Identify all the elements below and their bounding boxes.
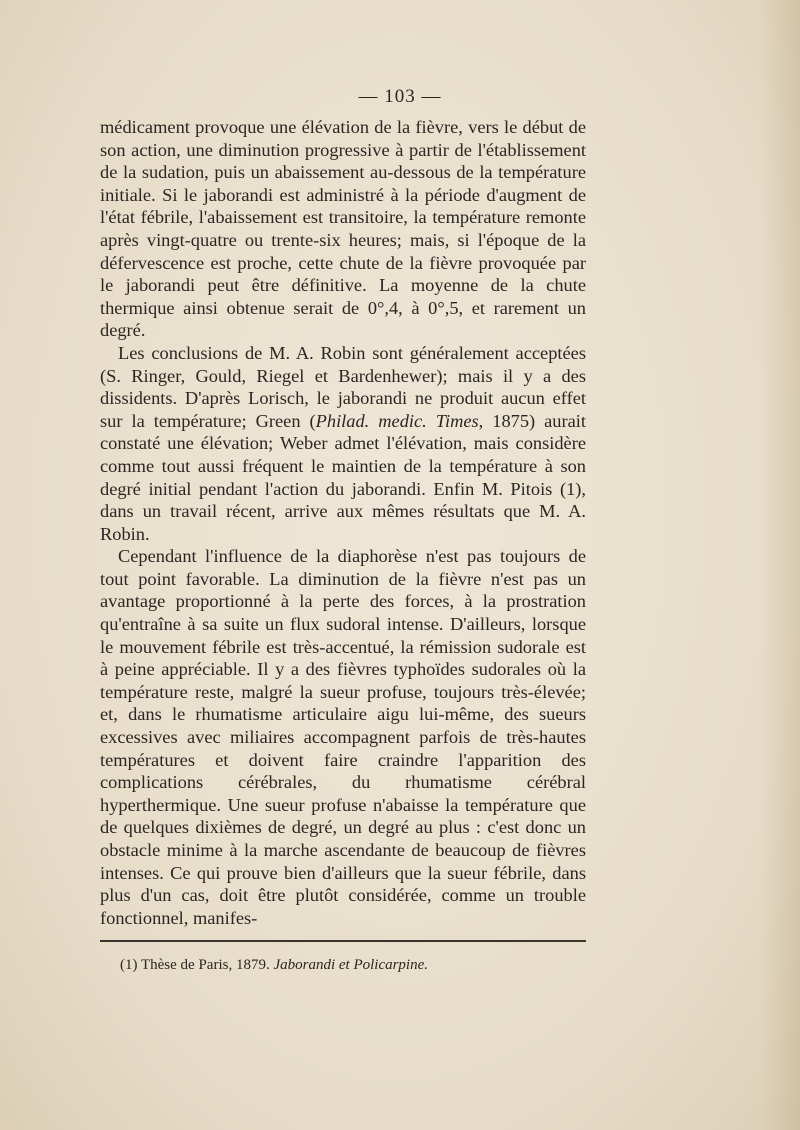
paragraph-text: Cependant l'influence de la diaphorèse n'est pas toujours de tout point favorable. La diminution de la fièvre n'est pas un avantage proportionné à la perte des forces, à la prostration qu'entraîne à sa suite un flux sudoral intense. D'ailleurs, lorsque le mouvement fébrile est très-accentué, la rémission sudorale est à peine appréciable. Il y a des fièvres typhoïdes sudorales où la température reste, malgré la sueur profuse, toujours très-élevée; et, dans le rhumatisme articulaire aigu lui-même, des sueurs excessives avec miliaires accompagnent parfois de très-hautes températures et doivent faire craindre l'apparition des complications cérébrales, du rhumatisme cérébral hyperthermique. Une sueur profuse n'abaisse la température que de quelques dixièmes de degré, un degré au plus : c'est donc un obstacle minime à la marche ascendante de beaucoup de fièvres intenses. Ce qui prouve bien d'ailleurs que la sueur fébrile, dans plus d'un cas, doit être plutôt considérée, comme un trouble fonctionnel, manifes- (100, 546, 586, 928)
page-number: — 103 — (358, 86, 442, 107)
paragraph-2 (100, 342, 586, 545)
journal-title: Philad. medic. Times (315, 410, 479, 431)
footnote (120, 955, 590, 975)
paragraph-text: , 1875) aurait constaté une élévation; Weber admet l'élévation, mais considère comme tout aussi fréquent le maintien de la température à son degré initial pendant l'action du jaborandi. Enfin M. Pitois (1), dans un travail récent, arrive aux mêmes résultats que M. A. Robin. (100, 410, 586, 544)
page-edge-shadow (760, 0, 800, 1130)
footnote-divider (100, 940, 586, 942)
paragraph-text: Les conclusions de M. A. Robin sont généralement acceptées (S. Ringer, Gould, Riegel et Bardenhewer); mais il y a des dissidents. D'après Lorisch, le jaborandi ne produit aucun effet sur la température; Green ( (100, 342, 586, 431)
paragraph-3 (100, 545, 586, 929)
paragraph-1 (100, 116, 586, 342)
body-text (100, 116, 586, 929)
footnote-reference: (1) Thèse de Paris, 1879. (120, 957, 274, 973)
footnote-title: Jaborandi et Policarpine. (273, 957, 429, 973)
paragraph-text: médicament provoque une élévation de la fièvre, vers le début de son action, une diminution progressive à partir de l'établissement de la sudation, puis un abaissement au-dessous de la température initiale. Si le jaborandi est administré à la période d'augment de l'état fébrile, l'abaissement est transitoire, la température remonte après vingt-quatre ou trente-six heures; mais, si l'époque de la défervescence est proche, cette chute de la fièvre provoquée par le jaborandi peut être définitive. La moyenne de la chute thermique ainsi obtenue serait de 0°,4, à 0°,5, et rarement un degré. (100, 117, 586, 341)
